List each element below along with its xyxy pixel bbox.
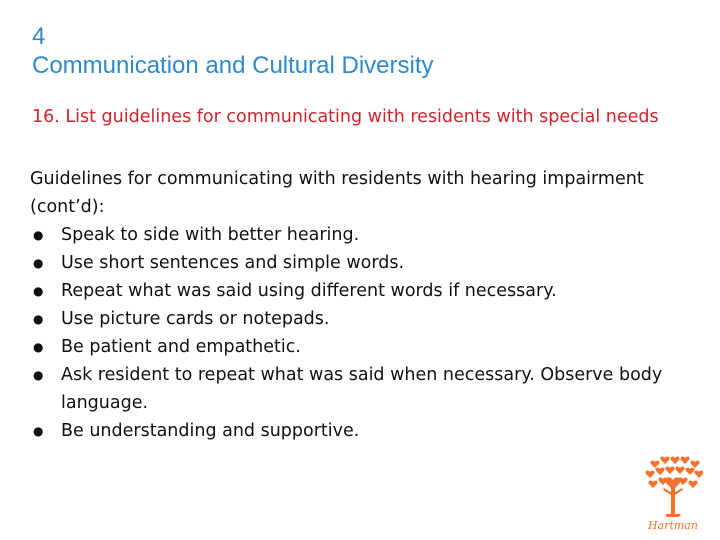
list-item xyxy=(30,333,690,361)
bullet-icon: ● xyxy=(33,340,44,354)
list-item-text: Use short sentences and simple words. xyxy=(61,253,405,273)
content-intro: Guidelines for communicating with residents with hearing impairment (cont’d): xyxy=(30,169,644,217)
list-item-text: Be understanding and supportive. xyxy=(61,421,360,441)
chapter-title: Communication and Cultural Diversity xyxy=(32,52,434,79)
list-item-text: Be patient and empathetic. xyxy=(61,337,301,357)
heart-tree-icon xyxy=(643,456,703,518)
bullet-icon: ● xyxy=(33,228,44,242)
list-item xyxy=(30,361,690,417)
list-item-text: Ask resident to repeat what was said when necessary. Observe body language. xyxy=(61,365,663,413)
list-item xyxy=(30,249,690,277)
guideline-list xyxy=(30,221,690,445)
bullet-icon: ● xyxy=(33,256,44,270)
list-item xyxy=(30,221,690,249)
slide-content xyxy=(30,165,690,445)
bullet-icon: ● xyxy=(33,312,44,326)
logo-text: Hartman xyxy=(648,519,698,532)
chapter-number: 4 xyxy=(32,23,46,50)
bullet-icon: ● xyxy=(33,368,44,382)
bullet-icon: ● xyxy=(33,424,44,438)
bullet-icon: ● xyxy=(33,284,44,298)
learning-objective: 16. List guidelines for communicating with residents with special needs xyxy=(32,107,659,127)
list-item xyxy=(30,277,690,305)
list-item-text: Repeat what was said using different words if necessary. xyxy=(61,281,557,301)
list-item xyxy=(30,417,690,445)
chapter-header xyxy=(32,22,433,80)
list-item-text: Use picture cards or notepads. xyxy=(61,309,330,329)
list-item-text: Speak to side with better hearing. xyxy=(61,225,360,245)
hartman-logo xyxy=(643,456,703,532)
list-item xyxy=(30,305,690,333)
